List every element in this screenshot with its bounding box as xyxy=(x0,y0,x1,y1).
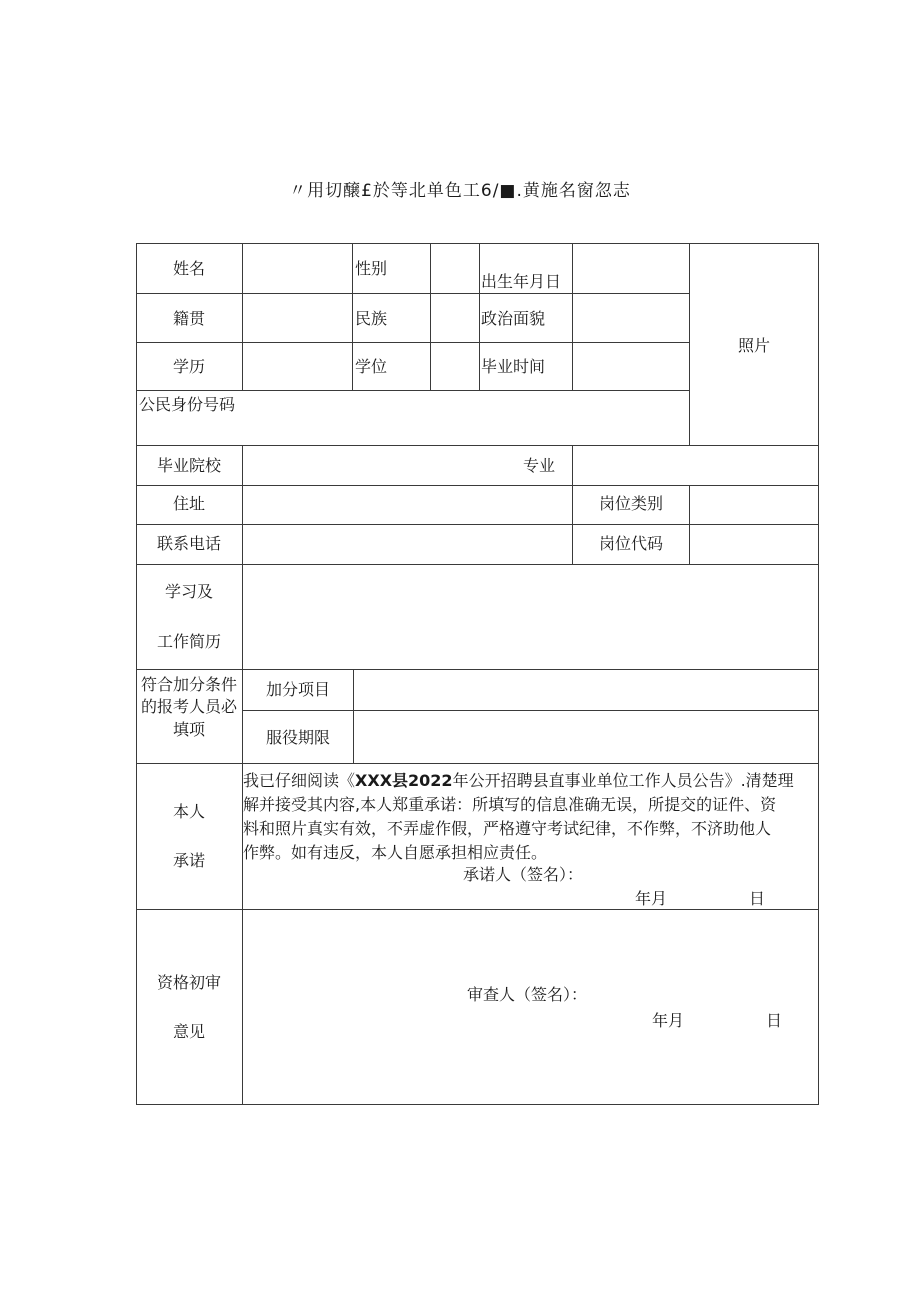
review-day: 日 xyxy=(766,1011,783,1030)
row-divider xyxy=(136,763,819,764)
pledge-day: 日 xyxy=(749,889,766,908)
pledge-line1-prefix: 我已仔细阅读《 xyxy=(243,771,356,790)
pledge-text-line2: 解并接受其内容,本人郑重承诺：所填写的信息准确无误，所提交的证件、资 xyxy=(243,795,777,814)
label-review-line2: 意见 xyxy=(172,1022,205,1041)
education-field[interactable] xyxy=(243,343,352,390)
id-number-field[interactable] xyxy=(243,413,689,445)
major-field[interactable] xyxy=(573,446,818,485)
registration-form-table xyxy=(136,243,819,1105)
label-education: 学历 xyxy=(172,357,205,376)
label-bonus-line1: 符合加分条件 xyxy=(140,675,237,694)
label-native-place: 籍贯 xyxy=(172,309,205,328)
ethnicity-field[interactable] xyxy=(431,294,479,342)
birth-date-field[interactable] xyxy=(573,244,689,293)
table-border-bottom xyxy=(136,1104,819,1105)
col-divider xyxy=(352,243,353,390)
label-photo: 照片 xyxy=(737,336,770,355)
label-service-period: 服役期限 xyxy=(265,728,330,747)
label-bonus-item: 加分项目 xyxy=(265,680,330,699)
table-border-right xyxy=(818,243,819,1105)
label-political-status: 政治面貌 xyxy=(481,309,546,328)
label-bonus-line3: 填项 xyxy=(172,720,205,739)
pledge-text-line3: 料和照片真实有效，不弄虚作假，严格遵守考试纪律，不作弊，不济助他人 xyxy=(243,819,772,838)
phone-field[interactable] xyxy=(243,525,572,564)
label-id-number: 公民身份号码 xyxy=(139,395,236,414)
photo-box[interactable] xyxy=(690,244,818,445)
school-field[interactable] xyxy=(243,446,513,485)
label-major: 专业 xyxy=(523,456,556,475)
name-field[interactable] xyxy=(243,244,352,293)
label-graduation-time: 毕业时间 xyxy=(481,357,546,376)
col-divider xyxy=(479,243,480,390)
label-gender: 性别 xyxy=(355,259,388,278)
label-pledge-line1: 本人 xyxy=(172,802,205,821)
pledge-signer-label: 承诺人（签名）： xyxy=(463,865,584,884)
label-bonus-line2: 的报考人员必 xyxy=(140,697,237,716)
label-school: 毕业院校 xyxy=(156,456,221,475)
post-category-field[interactable] xyxy=(690,486,818,524)
label-name: 姓名 xyxy=(172,259,205,278)
review-year-month: 年月 xyxy=(652,1011,685,1030)
label-post-category: 岗位类别 xyxy=(598,494,663,513)
label-degree: 学位 xyxy=(355,357,388,376)
pledge-line1-bold: XXX县2022 xyxy=(355,771,453,790)
graduation-time-field[interactable] xyxy=(573,343,689,390)
label-phone: 联系电话 xyxy=(156,534,221,553)
gender-field[interactable] xyxy=(431,244,479,293)
bonus-item-field[interactable] xyxy=(354,670,818,710)
pledge-year-month: 年月 xyxy=(635,889,668,908)
form-title: 〃用切醸£於等北单色工6/■.黄施名窗忽志 xyxy=(289,181,631,201)
label-post-code: 岗位代码 xyxy=(598,534,663,553)
pledge-text-line4: 作弊。如有违反，本人自愿承担相应责任。 xyxy=(243,843,548,862)
native-place-field[interactable] xyxy=(243,294,352,342)
pledge-line1-suffix: 年公开招聘县直事业单位工作人员公告》.清楚理 xyxy=(452,771,794,790)
label-review-line1: 资格初审 xyxy=(156,973,221,992)
post-code-field[interactable] xyxy=(690,525,818,564)
service-period-field[interactable] xyxy=(354,711,818,763)
label-address: 住址 xyxy=(172,494,205,513)
label-resume-line1: 学习及 xyxy=(164,582,213,601)
label-birth-date: 出生年月日 xyxy=(481,272,562,291)
address-field[interactable] xyxy=(243,486,572,524)
pledge-text-line1 xyxy=(243,769,815,793)
row-divider xyxy=(136,390,690,391)
label-ethnicity: 民族 xyxy=(355,309,388,328)
resume-field[interactable] xyxy=(243,565,818,669)
label-pledge-line2: 承诺 xyxy=(172,851,205,870)
pledge-text xyxy=(243,769,815,865)
label-resume-line2: 工作简历 xyxy=(156,632,221,651)
review-signer-label: 审查人（签名）： xyxy=(467,985,588,1004)
degree-field[interactable] xyxy=(431,343,479,390)
political-status-field[interactable] xyxy=(573,294,689,342)
review-opinion-field[interactable] xyxy=(243,910,818,1104)
